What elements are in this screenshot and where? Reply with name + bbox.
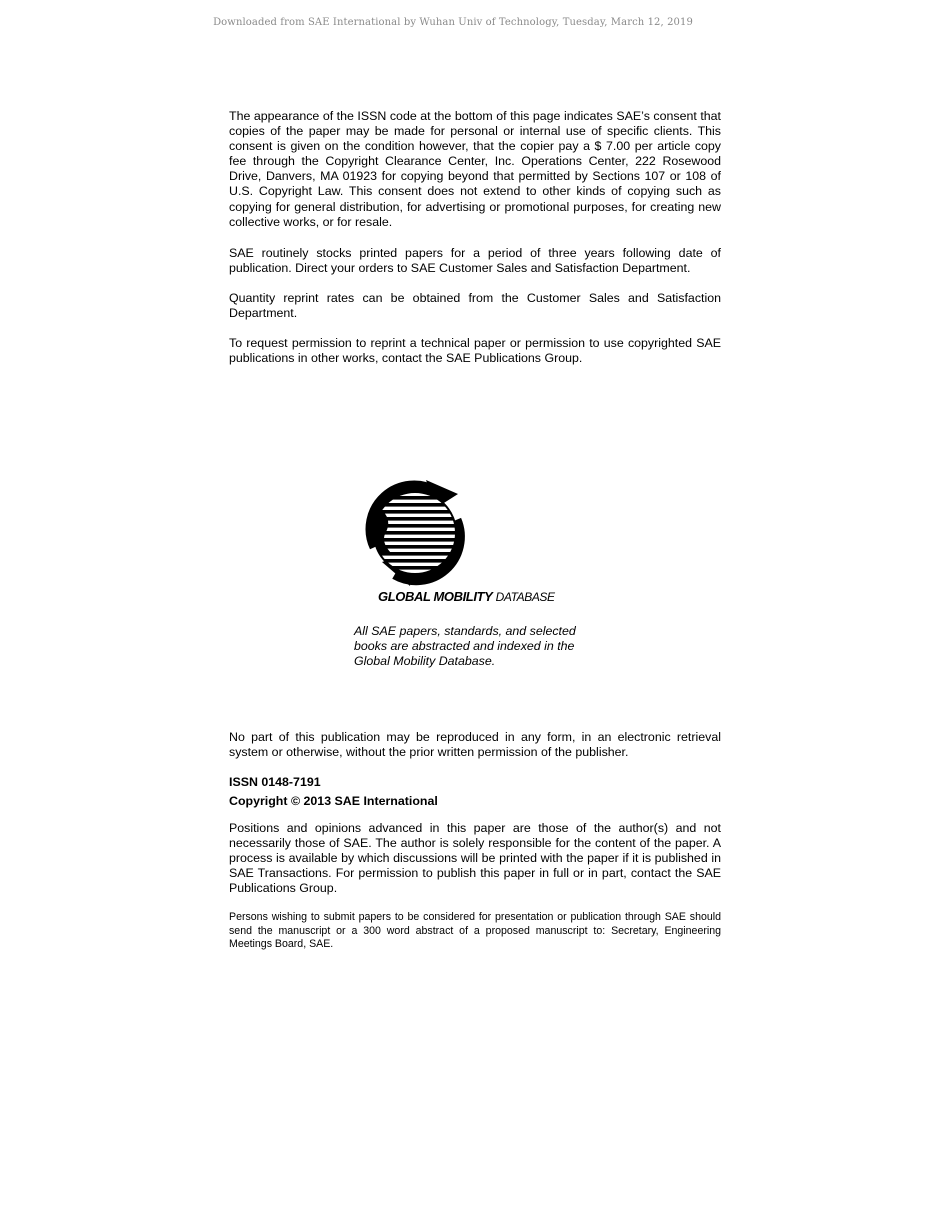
positions-paragraph: Positions and opinions advanced in this paper are those of the author(s) and not necessarily those of SAE. The author is solely responsible for the content of the paper. A process is available by which discussions will be printed with the paper if it is published in SAE Transactions. For permission to publish this paper in full or in part, contact the SAE Publications Group. [229,821,721,896]
reprint-rates-paragraph: Quantity reprint rates can be obtained from the Customer Sales and Satisfaction Department. [229,291,721,321]
logo-wordmark [378,589,555,604]
global-mobility-logo [352,470,592,610]
copyright-line: Copyright © 2013 SAE International [229,794,438,808]
stocks-paragraph: SAE routinely stocks printed papers for a period of three years following date of publication. Direct your orders to SAE Customer Sales and Satisfaction Department. [229,246,721,276]
logo-wordmark-bold: GLOBAL MOBILITY [378,589,493,604]
download-note: Downloaded from SAE International by Wuhan Univ of Technology, Tuesday, March 12, 2019 [213,17,693,28]
permission-paragraph: To request permission to reprint a technical paper or permission to use copyrighted SAE publications in other works, contact the SAE Publications Group. [229,336,721,366]
logo-wordmark-light: DATABASE [495,590,555,604]
issn-consent-paragraph: The appearance of the ISSN code at the bottom of this page indicates SAE’s consent that copies of the paper may be made for personal or internal use of specific clients. This consent is given on the condition however, that the copier pay a $ 7.00 per article copy fee through the Copyright Clearance Center, Inc. Operations Center, 222 Rosewood Drive, Danvers, MA 01923 for copying beyond that permitted by Sections 107 or 108 of U.S. Copyright Law. This consent does not extend to other kinds of copying such as copying for general distribution, for advertising or promotional purposes, for creating new collective works, or for resale. [229,109,721,229]
issn-code: ISSN 0148-7191 [229,775,321,789]
logo-caption: All SAE papers, standards, and selected books are abstracted and indexed in the Global Mobility Database. [354,624,576,669]
submit-papers-paragraph: Persons wishing to submit papers to be considered for presentation or publication through SAE should send the manuscript or a 300 word abstract of a proposed manuscript to: Secretary, Engineering Meetings Board, SAE. [229,911,721,951]
no-part-paragraph: No part of this publication may be reproduced in any form, in an electronic retrieval system or otherwise, without the prior written permission of the publisher. [229,730,721,760]
globe-arrows-icon [352,470,592,590]
